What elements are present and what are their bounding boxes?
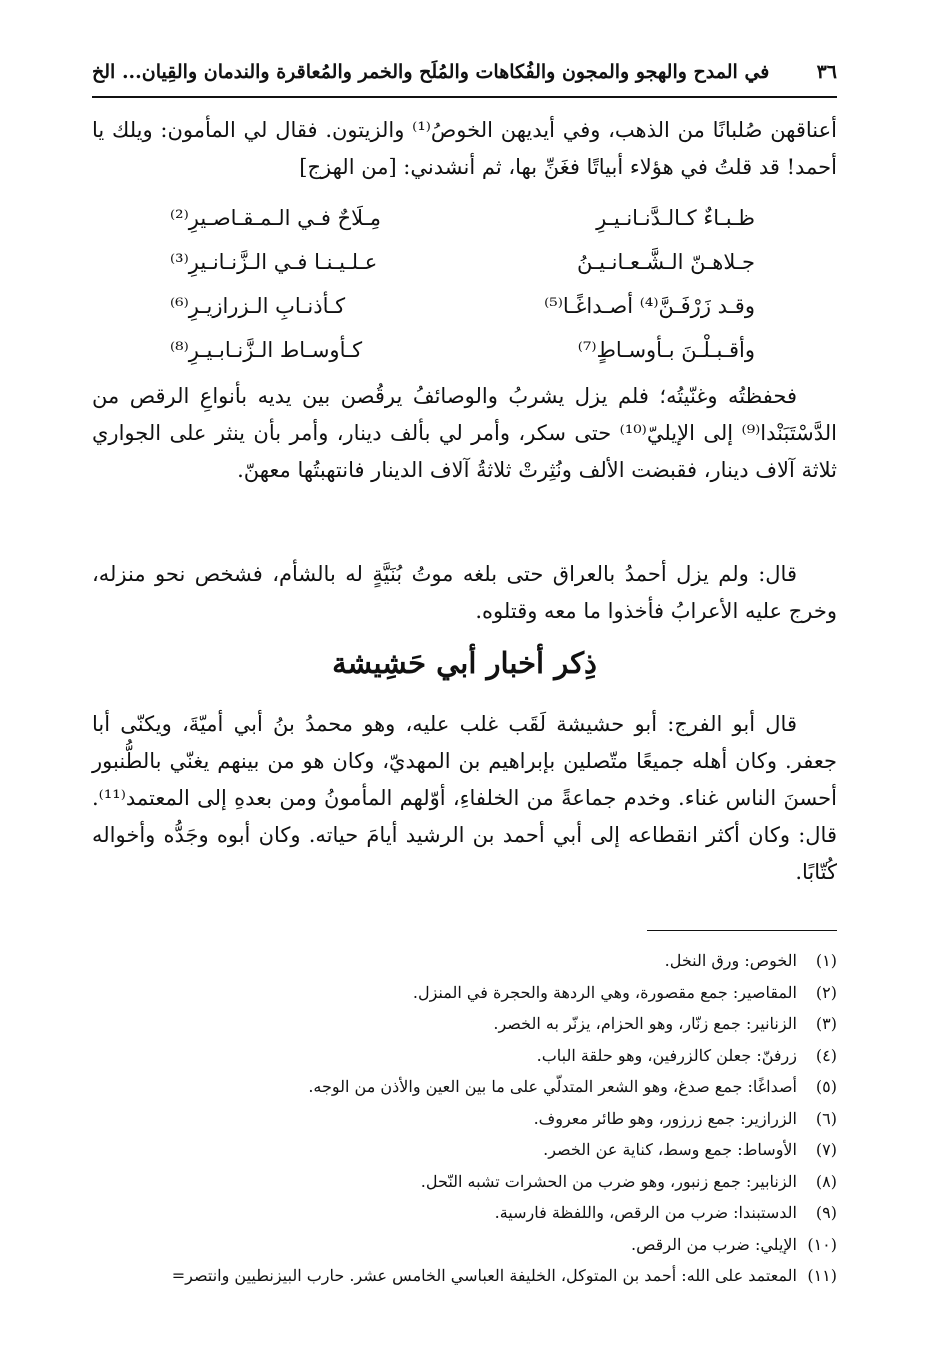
footnote-number: (٧): [815, 1140, 837, 1160]
section-heading: ذِكر أخبار أبي حَشِيشة: [332, 646, 597, 680]
footnote-rule: [647, 930, 837, 931]
footnote-8: [92, 1166, 837, 1198]
page-number: ٣٦: [816, 61, 837, 83]
footnote-text: أصداغًا: جمع صدغ، وهو الشعر المتدلّي على ما بين العين والأذن من الوجه.: [308, 1077, 797, 1097]
paragraph-3: قال: ولم يزل أحمدُ بالعراق حتى بلغه موتُ بُنَيَّةٍ له بالشأم، فشخص نحو منزله، وخرج عليه الأعرابُ فأخذوا ما معه وقتلوه.: [92, 562, 837, 623]
footnote-number: (٩): [815, 1203, 837, 1223]
verse-2-first-hemistich: جـلاهـنّ الـشَّـعـانـيـنُ: [577, 250, 755, 274]
footnote-text: الدستبندا: ضرب من الرقص، واللفظة فارسية.: [494, 1203, 797, 1223]
footnote-number: (٣): [815, 1014, 837, 1034]
footnote-2: [92, 977, 837, 1009]
footnote-11: [92, 1260, 837, 1292]
paragraph-2: فحفظتُه وغنّيتُه؛ فلم يزل يشربُ والوصائفُ يرقُصن بين يديه بأنواعِ الرقص من الدَّسْتَبَنْدا⁽⁹⁾ إلى الإيليّ⁽¹⁰⁾ حتى سكر، وأمر لي بألف دينار، وأمر بأن ينثر على الجواري ثلاثة آلاف دينار، فقبضت الألف ونُثِرتْ ثلاثةُ آلاف الدينار فانتهبتُها معهنّ.: [92, 384, 838, 482]
footnote-text: الخوص: ورق النخل.: [664, 951, 797, 971]
footnote-text: المقاصير: جمع مقصورة، وهي الردهة والحجرة في المنزل.: [412, 982, 797, 1002]
verse-2-second-hemistich: عـلـيـنـا فـي الـزَّنـانـيرِ⁽³⁾: [170, 250, 378, 274]
footnote-number: (٨): [815, 1171, 837, 1191]
footnote-text: الزرازير: جمع زرزور، وهو طائر معروف.: [533, 1108, 797, 1128]
footnote-6: [92, 1103, 837, 1135]
paragraph-4: قال أبو الفرج: أبو حشيشة لَقَب غلب عليه، وهو محمدُ بنُ أبي أميّةَ، ويكنّى أبا جعفر. وكان أهله جميعًا متّصلين بإبراهيم بن المهديّ، وكان هو من بينهم يغنّي بالطُّنبور أحسنَ الناس غناء. وخدم جماعةً من الخلفاءِ، أوّلهم المأمونُ ومن بعدهِ إلى المعتمد⁽¹¹⁾. قال: وكان أكثر انقطاعه إلى أبي أحمد بن الرشيد أيامَ حياته. وكان أبوه وجَدُّه وأخواله كُتّابًا.: [92, 712, 837, 884]
footnote-7: [92, 1134, 837, 1166]
footnote-3: [92, 1008, 837, 1040]
footnote-text: الزنانير: جمع زنّار، وهو الحزام، يزنّر به الخصر.: [493, 1014, 797, 1034]
footnote-number: (١٠): [807, 1234, 837, 1254]
footnote-number: (١١): [807, 1266, 837, 1286]
verse-1: [170, 196, 755, 240]
header-rule: [92, 96, 837, 98]
verse-3-second-hemistich: كـأذنـابِ الـزرازيـرِ⁽⁶⁾: [170, 294, 346, 318]
footnote-4: [92, 1040, 837, 1072]
footnote-9: [92, 1197, 837, 1229]
verse-4-first-hemistich: وأقـبـلْـنَ بـأوسـاطٍ⁽⁷⁾: [577, 338, 755, 362]
verse-2: [170, 240, 755, 284]
footnote-text: الأوساط: جمع وسط، كناية عن الخصر.: [543, 1140, 797, 1160]
footnote-text: زرفنّ: جعلن كالزرفين، وهو حلقة الباب.: [536, 1045, 797, 1065]
footnote-number: (٦): [815, 1108, 837, 1128]
footnote-1: [92, 945, 837, 977]
footnote-number: (١): [815, 951, 837, 971]
verse-3-first-hemistich: وقـد زَرْفَـنَّ⁽⁴⁾ أصـداغًـا⁽⁵⁾: [544, 294, 755, 318]
verse-4: [170, 328, 755, 372]
footnote-text: الزنابير: جمع زنبور، وهو ضرب من الحشرات تشبه النّحل.: [420, 1171, 797, 1191]
verse-4-second-hemistich: كـأوسـاط الـزَّنـابـيـرِ⁽⁸⁾: [170, 338, 363, 362]
verse-3: [170, 284, 755, 328]
footnote-text: الإيلي: ضرب من الرقص.: [630, 1234, 797, 1254]
running-title: في المدح والهجو والمجون والفُكاهات والمُلَح والخمر والمُعاقرة والندمان والقِيان... الخ: [92, 61, 770, 83]
footnote-text: المعتمد على الله: أحمد بن المتوكل، الخليفة العباسي الخامس عشر. حارب البيزنطيين وانتصر=: [171, 1266, 797, 1286]
footnote-5: [92, 1071, 837, 1103]
verse-1-first-hemistich: ظـبـاءٌ كـالـدَّنـانـيـرِ: [596, 206, 755, 230]
footnote-10: [92, 1229, 837, 1261]
paragraph-1: أعناقهن صُلبانًا من الذهب، وفي أيديهن الخوصُ⁽¹⁾ والزيتون. فقال لي المأمون: ويلك يا أحمد! قد قلتُ في هؤلاء أبياتًا فغَنِّ بها، ثم أنشدني: [من الهزج]: [92, 118, 837, 179]
footnote-number: (٥): [815, 1077, 837, 1097]
footnote-number: (٤): [815, 1045, 837, 1065]
verse-1-second-hemistich: مِـلَاحٌ فـي الـمـقـاصـيرِ⁽²⁾: [170, 206, 382, 230]
footnotes: [92, 945, 837, 1292]
footnote-number: (٢): [815, 982, 837, 1002]
running-header: [92, 52, 837, 92]
poem: [170, 196, 755, 372]
